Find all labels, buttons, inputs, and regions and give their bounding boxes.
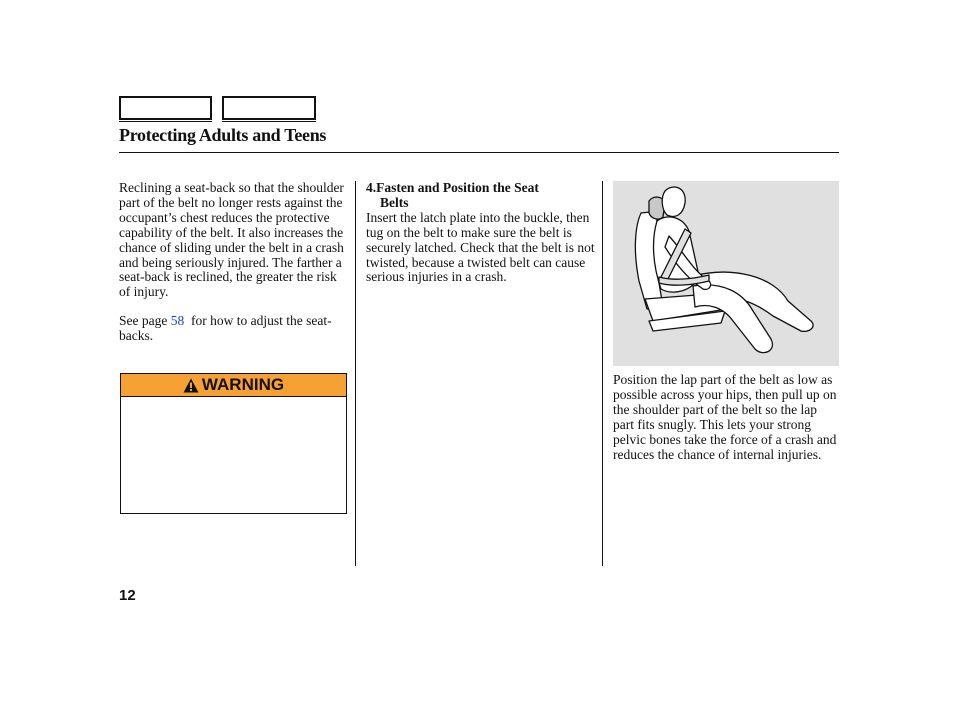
column-divider-1 xyxy=(355,181,356,566)
step-number: 4. xyxy=(366,180,377,195)
page-number: 12 xyxy=(119,587,136,604)
step-title-line1: Fasten and Position the Seat xyxy=(376,180,539,195)
column-divider-2 xyxy=(602,181,603,566)
seat-belt-illustration xyxy=(613,181,839,366)
warning-header xyxy=(121,374,346,397)
warning-box xyxy=(120,373,347,514)
nav-tab-1[interactable] xyxy=(119,96,212,120)
step-title-line2: Belts xyxy=(380,194,409,210)
see-page-prefix: See page xyxy=(119,313,168,329)
page-title: Protecting Adults and Teens xyxy=(119,125,327,145)
left-column xyxy=(119,181,347,344)
seated-passenger-illustration xyxy=(613,181,839,366)
latch-instructions: Insert the latch plate into the buckle, then tug on the belt to make sure the belt is securely latched. Check that the belt is not twisted, because a twisted belt can cause serious injuries in a crash. xyxy=(366,209,595,285)
nav-tab-2[interactable] xyxy=(222,96,316,120)
step-heading xyxy=(366,181,596,211)
title-divider xyxy=(119,152,839,153)
middle-column xyxy=(366,181,596,285)
warning-triangle-icon xyxy=(183,378,199,393)
see-page-suffix: for how to adjust the seat-backs. xyxy=(119,313,332,344)
page-link-58[interactable]: 58 xyxy=(170,313,185,329)
warning-label: WARNING xyxy=(201,375,285,394)
right-column-text: Position the lap part of the belt as low as possible across your hips, then pull up on the shoulder part of the belt so the lap part fits snugly. This lets your strong pelvic bones take the force of a crash and reduces the chance of internal injuries. xyxy=(613,372,837,462)
recline-warning-paragraph: Reclining a seat-back so that the shoulder part of the belt no longer rests against the occupant’s chest reduces the protective capability of the belt. It also increases the chance of sliding under the belt in a crash and being seriously injured. The farther a seat-back is reclined, the greater the risk of injury. xyxy=(119,180,344,300)
see-page-paragraph xyxy=(119,314,347,344)
